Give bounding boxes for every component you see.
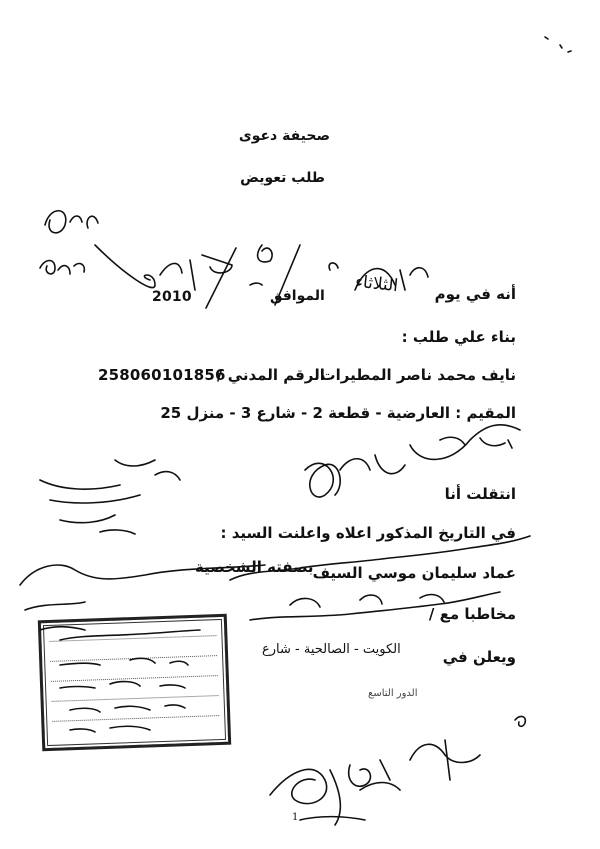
announce-label: ويعلن في (442, 648, 516, 666)
handwritten-address: الكويت - الصالحية - شارع (262, 642, 401, 657)
addressing-label: مخاطبا مع / (428, 605, 516, 623)
page-number: 1 (292, 812, 299, 823)
document-subtitle: طلب تعويض (240, 170, 325, 186)
date-prefix: أنه في يوم (434, 285, 516, 303)
defendant-capacity: بصفته الشخصية (195, 558, 314, 576)
plaintiff-name: نايف محمد ناصر المطيرات (320, 366, 516, 384)
handwritten-day: الثلاثاء (354, 271, 400, 297)
year-printed: 2010 (152, 289, 192, 305)
official-stamp (38, 614, 231, 752)
defendant-name: عماد سليمان موسي السيف (312, 564, 516, 582)
date-reference: في التاريخ المذكور اعلاه واعلنت السيد : (220, 524, 516, 542)
civil-id-label: الرقم المدني / (217, 366, 325, 384)
handwritten-floor: الدور التاسع (368, 688, 418, 699)
document-title: صحيفة دعوى (238, 128, 330, 144)
moved-label: انتقلت أنا (444, 485, 516, 503)
civil-id: 258060101856 (98, 366, 226, 384)
request-by: بناء علي طلب : (401, 328, 516, 346)
residence: المقيم : العارضية - قطعة 2 - شارع 3 - منزل 25 (160, 404, 516, 422)
mowafeq-label: الموافق (270, 288, 325, 304)
